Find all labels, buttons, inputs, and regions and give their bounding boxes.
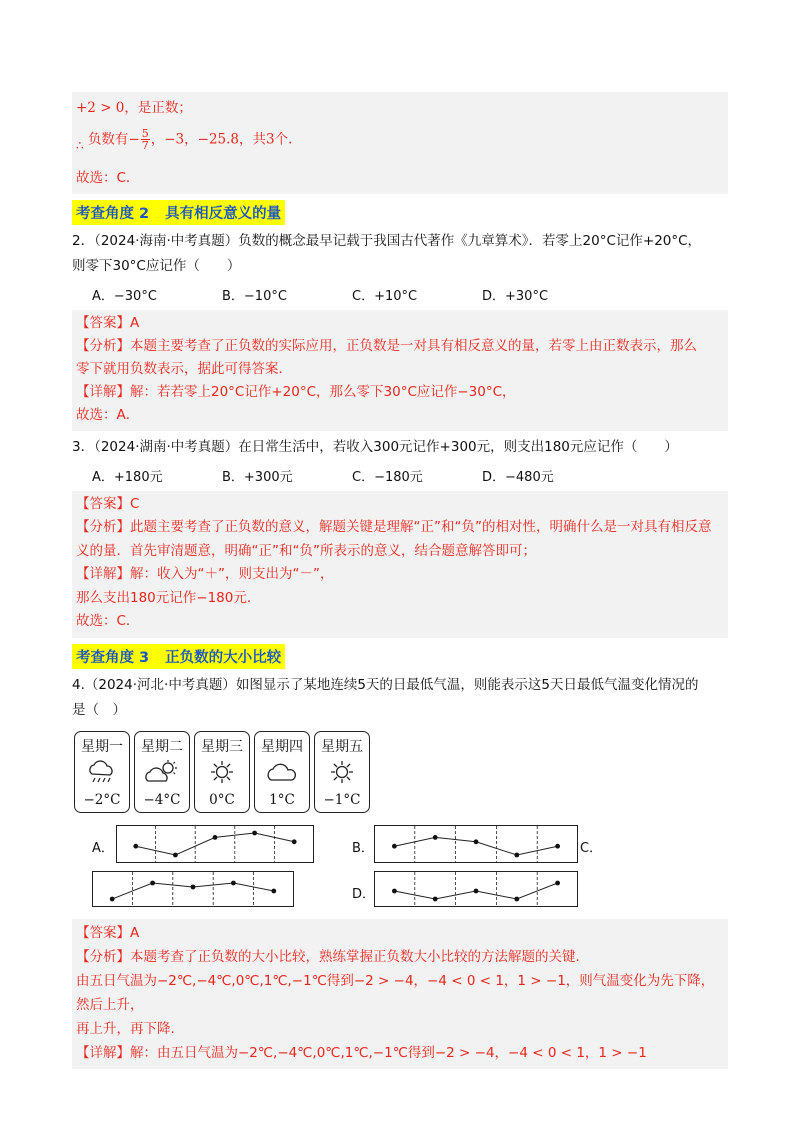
option-c: C．−180元 xyxy=(352,469,423,485)
weather-cards xyxy=(74,731,728,813)
partly-cloudy-icon xyxy=(144,759,180,785)
cloud-icon xyxy=(264,759,300,785)
text-line: 故选：C． xyxy=(76,169,140,186)
option-c-chart xyxy=(92,871,294,907)
temperature: 1°C xyxy=(269,791,295,808)
detail-line: 【详解】解：由五日气温为−2℃,−4℃,0℃,1℃,−1℃得到−2 > −4，−4 < 0 < 1，1 > −1 xyxy=(76,1044,647,1061)
heading-title: 正负数的大小比较 xyxy=(165,649,282,666)
question-3 xyxy=(72,435,728,460)
chart-point xyxy=(110,896,115,901)
therefore-sign: ∴ xyxy=(76,138,84,153)
question-text: 是（ ） xyxy=(72,701,126,718)
solution-block-3 xyxy=(72,491,728,638)
day-label: 星期一 xyxy=(81,738,123,755)
chart-point xyxy=(392,843,397,848)
option-a-chart xyxy=(116,825,314,863)
chart-point xyxy=(474,839,479,844)
chart-point xyxy=(252,830,257,835)
chart-point xyxy=(271,888,276,893)
analysis-line: 零下就用负数表示，据此可得答案． xyxy=(76,360,292,377)
chart-point xyxy=(474,888,479,893)
day-label: 星期四 xyxy=(261,738,303,755)
chart-point xyxy=(555,843,560,848)
weather-card xyxy=(74,731,130,813)
detail-line: 【详解】解：若若零上20°C记作+20°C，那么零下30°C应记作−30°C， xyxy=(76,383,516,400)
rain-cloud-icon xyxy=(84,759,120,785)
day-label: 星期五 xyxy=(321,738,363,755)
option-d: D．+30°C xyxy=(482,288,549,304)
heading-title: 具有相反意义的量 xyxy=(165,205,282,222)
question-text: 3．（2024·湖南·中考真题）在日常生活中，若收入300元记作+300元，则支出180元应记作（ ） xyxy=(72,438,678,455)
solution-block-2 xyxy=(72,310,728,431)
option-b-label: B． xyxy=(352,840,374,856)
chart-point xyxy=(514,852,519,857)
option-d-label: D． xyxy=(352,886,376,902)
answer-line: 【答案】C xyxy=(76,495,140,512)
chart-point xyxy=(292,839,297,844)
chart-point xyxy=(433,835,438,840)
day-label: 星期二 xyxy=(141,738,183,755)
heading-label: 考查角度 2 xyxy=(76,205,150,222)
fraction: $\frac{5}{7}$ xyxy=(141,127,149,152)
text-line: ∴ 负数有− $\frac{5}{7}$ ，−3，−25.8，共3个. xyxy=(76,127,293,153)
question-text: 2．（2024·海南·中考真题）负数的概念最早记载于我国古代著作《九章算术》．若零上20°C记作+20°C， xyxy=(72,232,702,249)
option-charts-row-2 xyxy=(72,871,728,917)
question-2-options xyxy=(72,285,728,304)
chart-point xyxy=(150,880,155,885)
chart-point xyxy=(514,896,519,901)
chart-point xyxy=(173,852,178,857)
question-3-options xyxy=(72,466,728,485)
option-b: B．+300元 xyxy=(222,469,293,485)
question-2 xyxy=(72,229,728,279)
option-d: D．−480元 xyxy=(482,469,554,485)
option-c-label: C． xyxy=(580,840,603,856)
choice-line: 故选：C． xyxy=(76,613,140,629)
question-text: 4.（2024·河北·中考真题）如图显示了某地连续5天的日最低气温，则能表示这5天日最低气温变化情况的 xyxy=(72,676,699,693)
reason-line: 再上升，再下降． xyxy=(76,1020,184,1037)
option-a-label: A． xyxy=(92,840,114,856)
answer-line: 【答案】A xyxy=(76,314,140,331)
temperature: −1°C xyxy=(323,791,361,808)
option-b-chart xyxy=(374,825,578,863)
analysis-line: 【分析】此题主要考查了正负数的意义，解题关键是理解“正”和“负”的相对性，明确什么是一对具有相反意 xyxy=(76,519,712,535)
chart-point xyxy=(433,896,438,901)
option-a: A．+180元 xyxy=(92,469,163,485)
question-4 xyxy=(72,673,728,723)
temperature: −2°C xyxy=(83,791,121,808)
document-page xyxy=(72,92,728,1069)
section-heading-2 xyxy=(72,200,728,225)
day-label: 星期三 xyxy=(201,738,243,755)
analysis-line: 【分析】本题考查了正负数的大小比较，熟练掌握正负数大小比较的方法解题的关键． xyxy=(76,948,589,965)
option-a: A．−30°C xyxy=(92,288,157,304)
chart-point xyxy=(555,880,560,885)
sun-icon xyxy=(324,759,360,785)
solution-block-4 xyxy=(72,919,728,1069)
chart-frame xyxy=(117,825,314,862)
text-fragment: ，−3，−25.8，共3个. xyxy=(150,131,293,148)
solution-block-prev xyxy=(72,92,728,194)
weather-card xyxy=(134,731,190,813)
heading-label: 考查角度 3 xyxy=(76,649,150,666)
analysis-line: 义的量．首先审清题意，明确“正”和“负”所表示的意义，结合题意解答即可； xyxy=(76,542,536,559)
weather-card xyxy=(254,731,310,813)
chart-point xyxy=(392,888,397,893)
weather-card xyxy=(314,731,370,813)
temperature: 0°C xyxy=(209,791,235,808)
chart-point xyxy=(133,843,138,848)
choice-line: 故选：A． xyxy=(76,406,140,423)
option-d-chart xyxy=(374,871,578,907)
detail-line: 【详解】解：收入为“＋”，则支出为“－”， xyxy=(76,566,334,582)
detail-line: 那么支出180元记作−180元． xyxy=(76,589,261,606)
chart-point xyxy=(191,884,196,889)
analysis-line: 【分析】本题主要考查了正负数的实际应用，正负数是一对具有相反意义的量，若零上由正数表示，那么 xyxy=(76,337,697,354)
option-c: C．+10°C xyxy=(352,288,418,304)
option-charts-row-1 xyxy=(72,825,728,871)
weather-card xyxy=(194,731,250,813)
text-line: +2 > 0，是正数； xyxy=(76,100,192,116)
reason-line: 由五日气温为−2℃,−4℃,0℃,1℃,−1℃得到−2 > −4，−4 < 0 < 1，1 > −1，则气温变化为先下降，然后上升， xyxy=(76,972,715,1013)
temperature: −4°C xyxy=(143,791,181,808)
chart-point xyxy=(231,880,236,885)
sun-icon xyxy=(204,759,240,785)
section-heading-3 xyxy=(72,644,728,669)
text-fragment: 负数有 xyxy=(87,131,129,148)
question-text: 则零下30°C应记作（ ） xyxy=(72,257,241,274)
answer-line: 【答案】A xyxy=(76,924,140,941)
option-b: B．−10°C xyxy=(222,288,287,304)
chart-point xyxy=(213,835,218,840)
